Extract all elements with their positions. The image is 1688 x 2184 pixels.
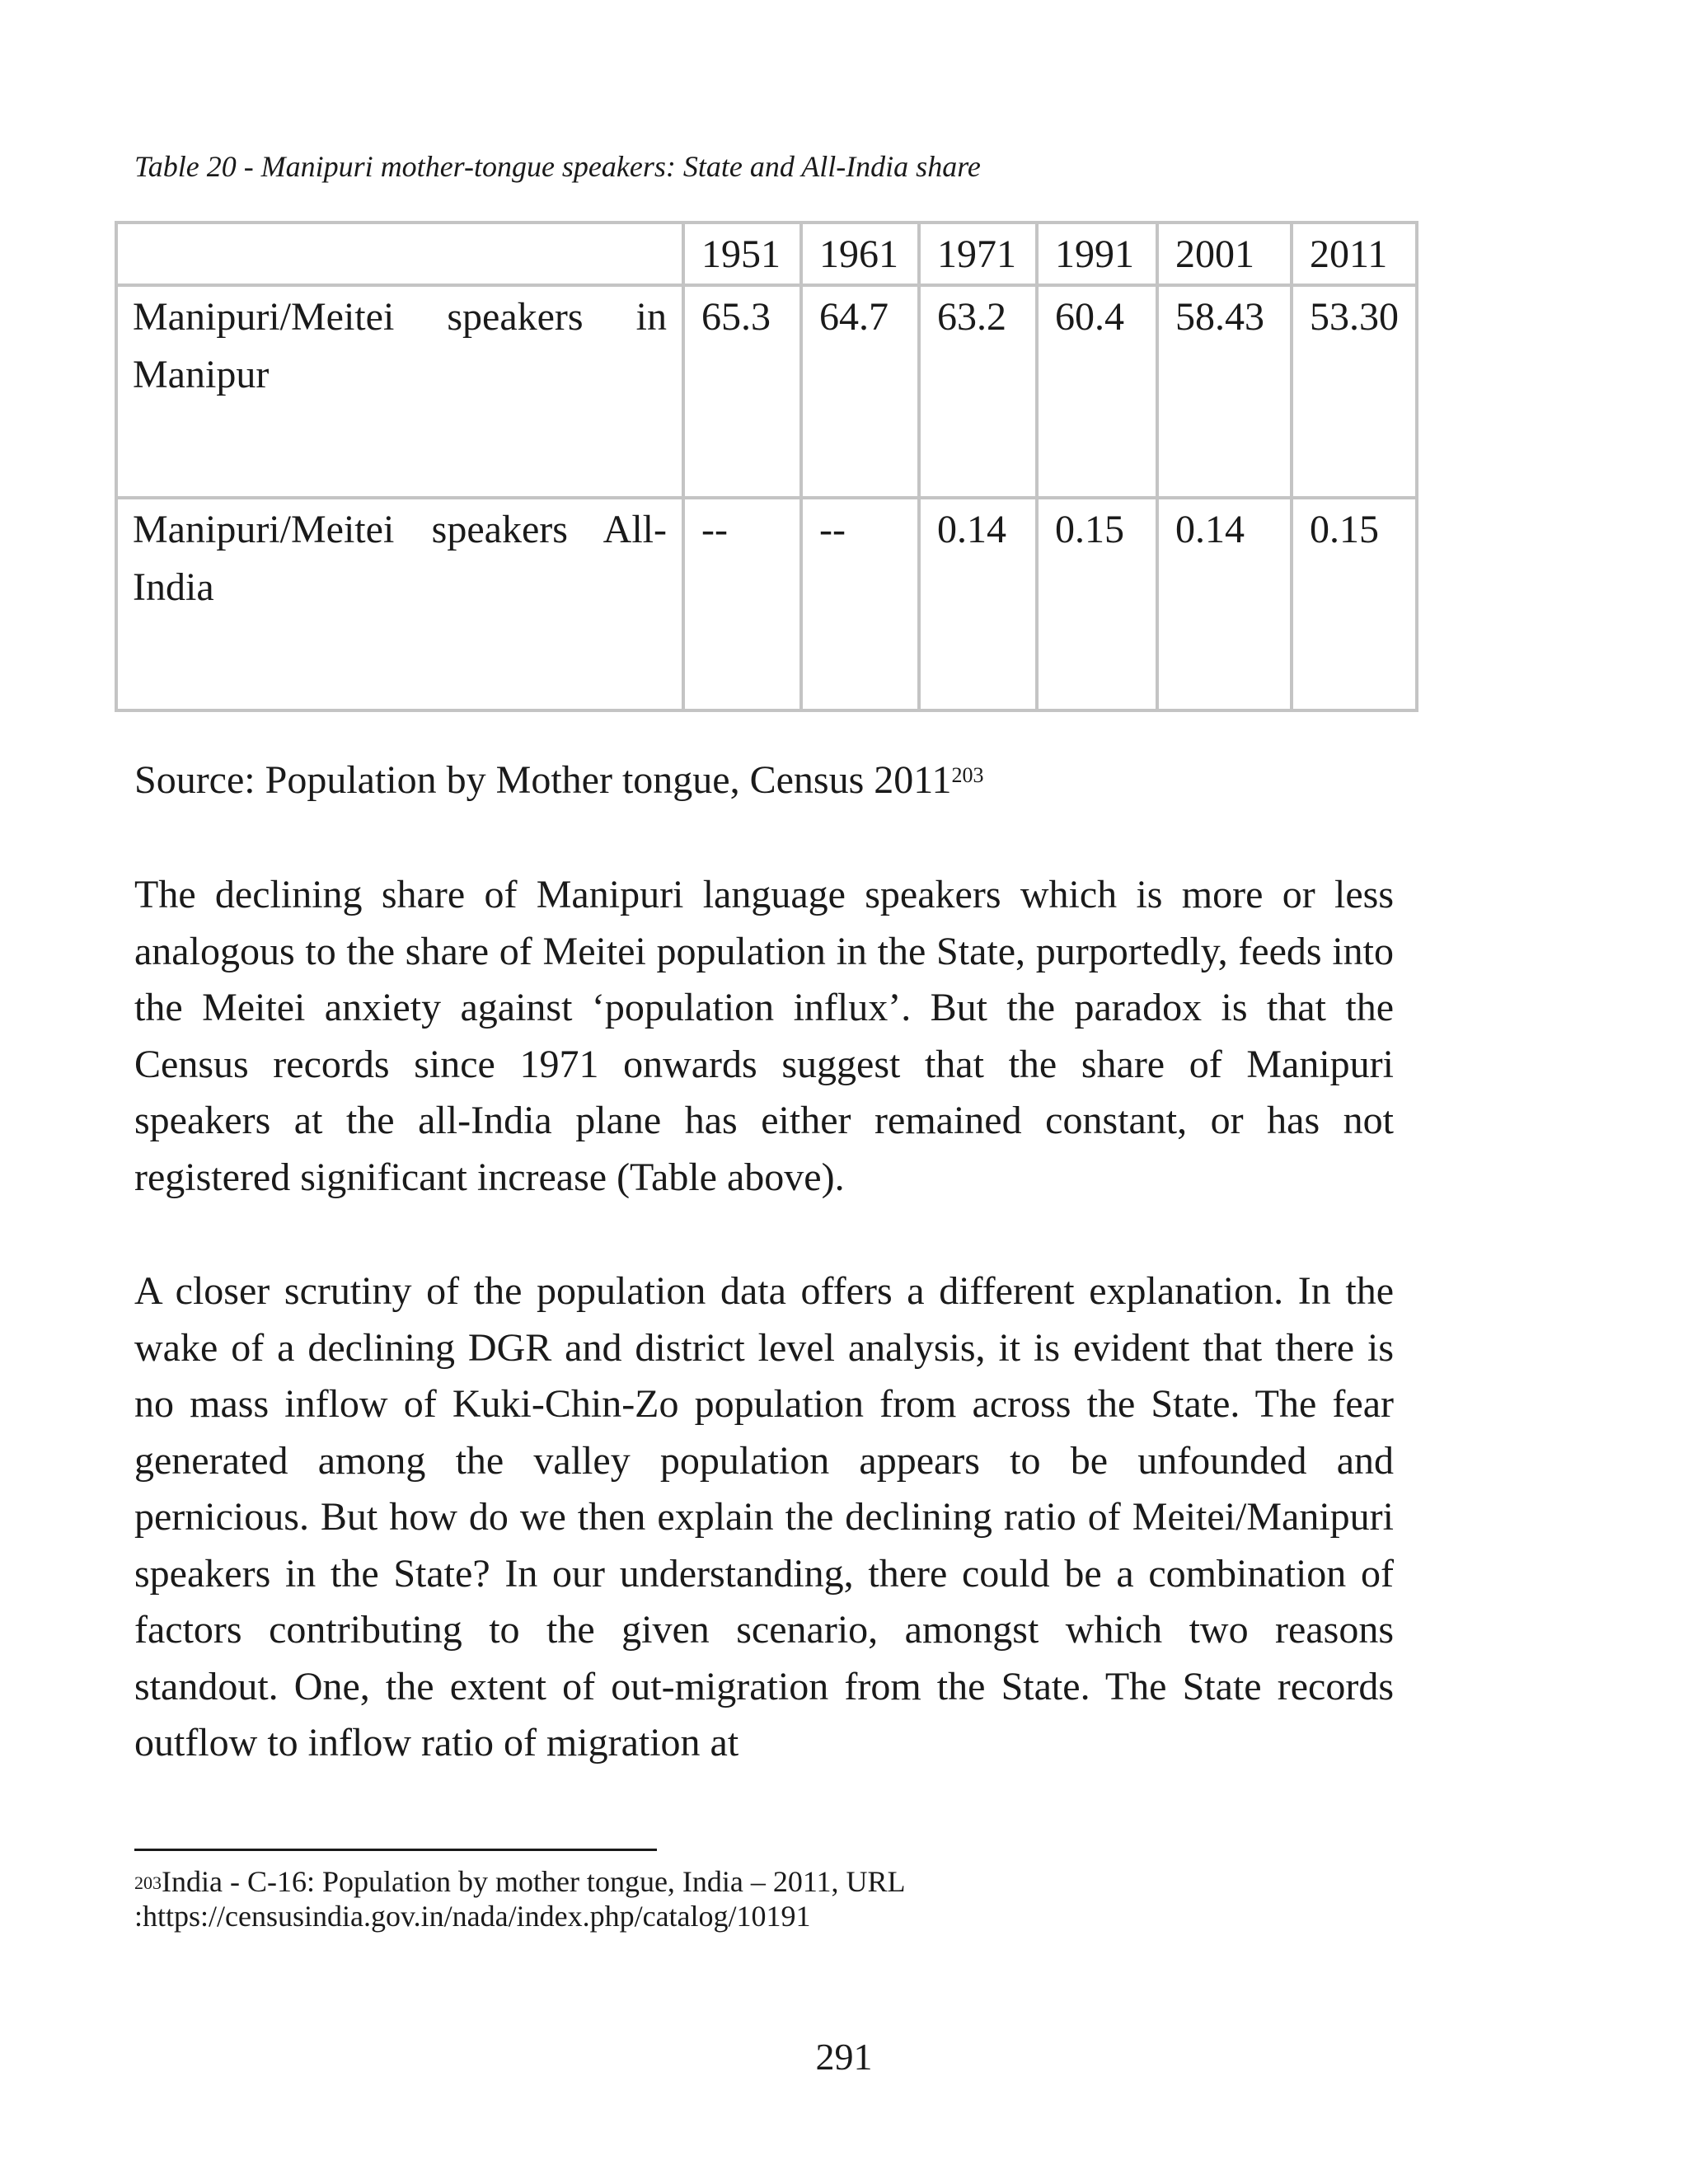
header-year: 2001 <box>1157 223 1292 285</box>
table-cell: 53.30 <box>1292 285 1417 498</box>
table-header-row <box>116 223 1417 285</box>
table-cell: -- <box>801 498 919 710</box>
source-line <box>134 752 983 809</box>
footnote-citation: India - C-16: Population by mother tongue, India – 2011, URL <box>162 1865 906 1898</box>
speakers-table <box>115 221 1418 712</box>
header-year: 2011 <box>1292 223 1417 285</box>
page-number: 291 <box>815 2036 873 2078</box>
table-cell: 58.43 <box>1157 285 1292 498</box>
footnote <box>134 1864 1371 1933</box>
table-row <box>116 498 1417 710</box>
footnote-reference[interactable]: 203 <box>951 763 984 787</box>
source-text: Source: Population by Mother tongue, Census 2011 <box>134 758 952 802</box>
table-cell: 63.2 <box>919 285 1037 498</box>
table-cell: 65.3 <box>683 285 801 498</box>
row-label: Manipuri/Meitei speakers in Manipur <box>116 285 683 498</box>
table-cell: 0.14 <box>919 498 1037 710</box>
table-caption: Table 20 - Manipuri mother-tongue speakers: State and All-India share <box>134 150 981 183</box>
footnote-divider <box>134 1849 657 1851</box>
header-year: 1951 <box>683 223 801 285</box>
table-cell: 0.14 <box>1157 498 1292 710</box>
footnote-url[interactable]: :https://censusindia.gov.in/nada/index.php/catalog/10191 <box>134 1900 811 1933</box>
body-paragraph: A closer scrutiny of the population data offers a different explanation. In the wake of a declining DGR and district level analysis, it is evident that there is no mass inflow of Kuki-Chin-Zo population from across the State. The fear generated among the valley population appears to be unfounded and pernicious. But how do we then explain the declining ratio of Meitei/Manipuri speakers in the State? In our understanding, there could be a combination of factors contributing to the given scenario, amongst which two reasons standout. One, the extent of out-migration from the State. The State records outflow to inflow ratio of migration at <box>134 1269 1394 1765</box>
header-year: 1961 <box>801 223 919 285</box>
footnote-line-1 <box>134 1864 1371 1899</box>
table-cell: 60.4 <box>1037 285 1157 498</box>
table-cell: -- <box>683 498 801 710</box>
footnote-number: 203 <box>134 1872 162 1893</box>
header-blank-cell <box>116 223 683 285</box>
body-paragraph: The declining share of Manipuri language speakers which is more or less analogous to the share of Meitei population in the State, purportedly, feeds into the Meitei anxiety against ‘population influx’. But the paradox is that the Census records since 1971 onwards suggest that the share of Manipuri speakers at the all-India plane has either remained constant, or has not registered significant increase (Table above). <box>134 873 1394 1199</box>
header-year: 1971 <box>919 223 1037 285</box>
table-cell: 64.7 <box>801 285 919 498</box>
table-cell: 0.15 <box>1037 498 1157 710</box>
row-label: Manipuri/Meitei speakers All-India <box>116 498 683 710</box>
table-cell: 0.15 <box>1292 498 1417 710</box>
header-year: 1991 <box>1037 223 1157 285</box>
table-row <box>116 285 1417 498</box>
